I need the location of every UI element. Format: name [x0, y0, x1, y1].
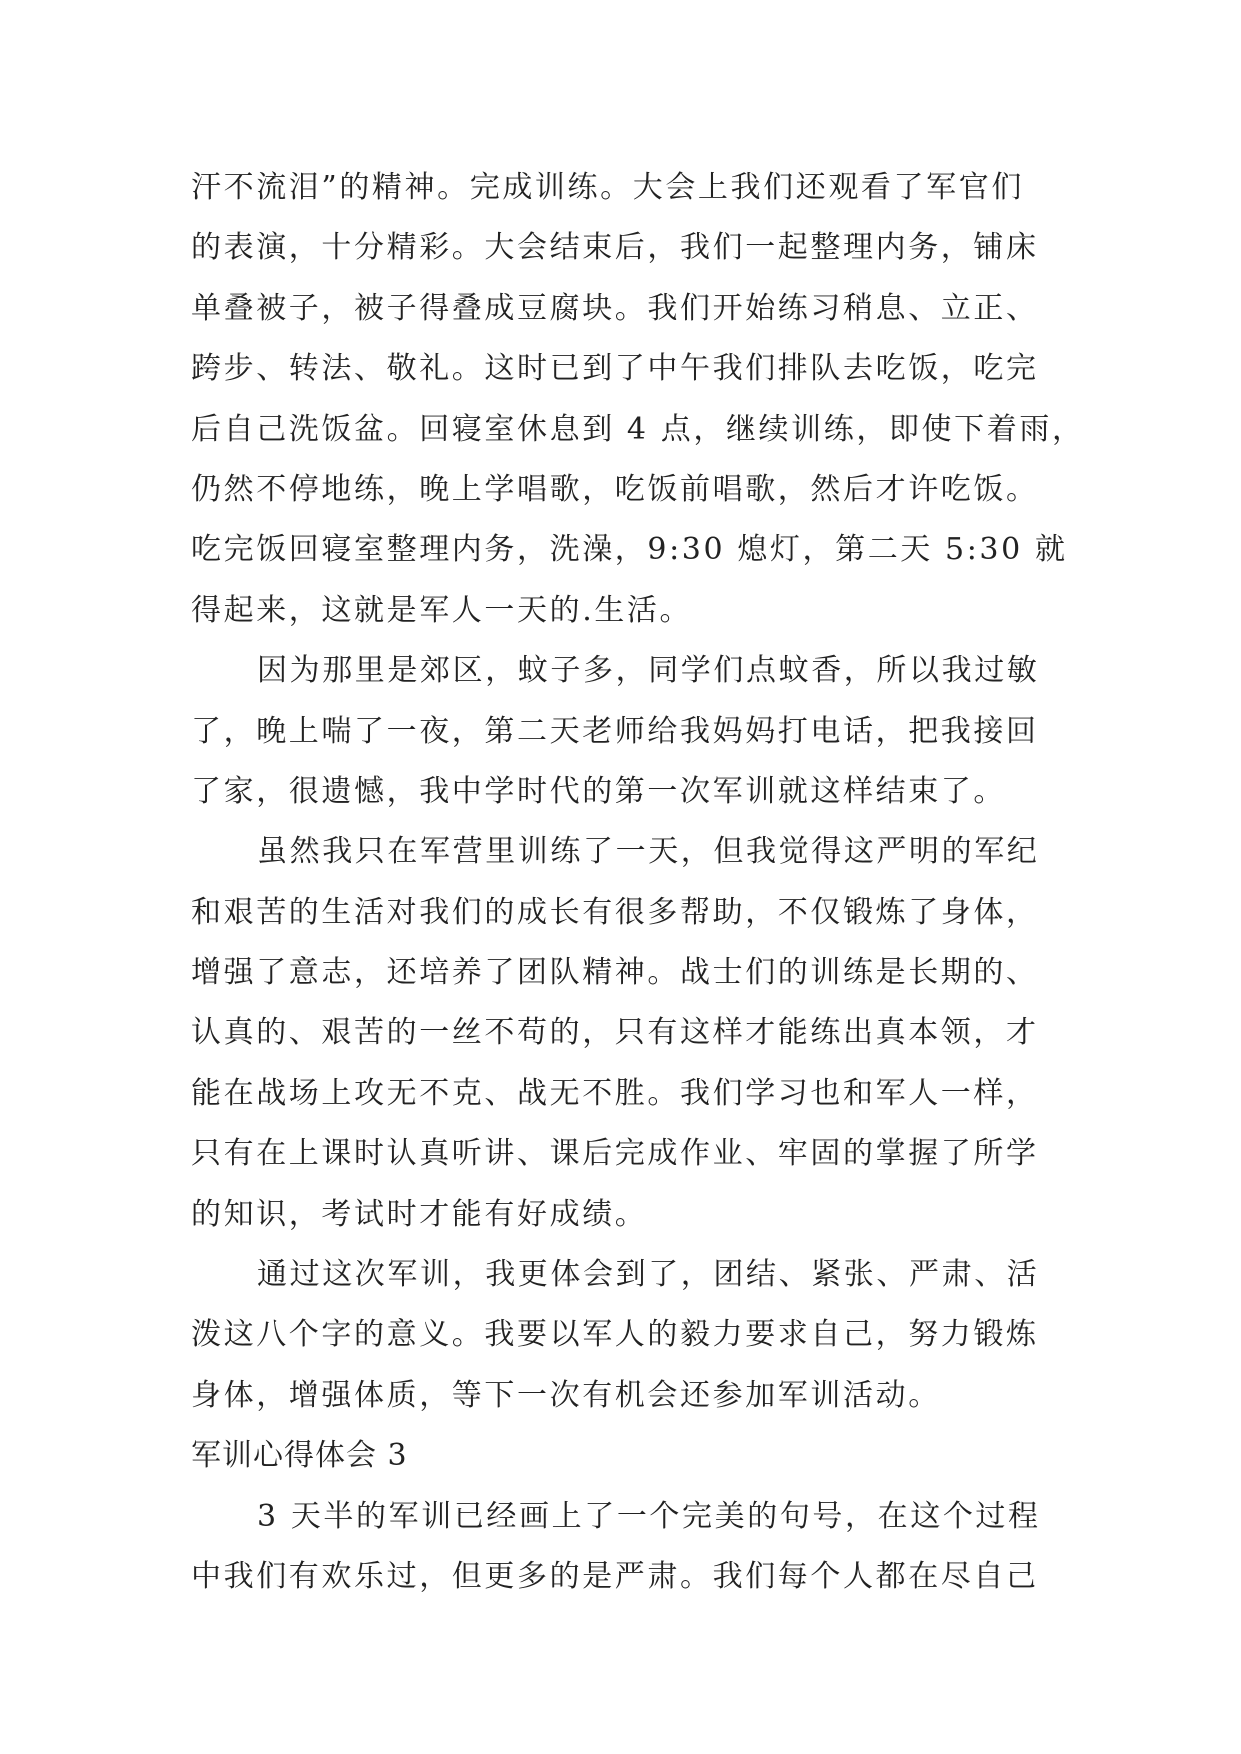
text-line: 后自己洗饭盆。回寝室休息到 4 点，继续训练，即使下着雨，: [191, 411, 1085, 447]
text-line: 仍然不停地练，晚上学唱歌，吃饭前唱歌，然后才许吃饭。: [191, 471, 1039, 507]
text-line: 了家，很遗憾，我中学时代的第一次军训就这样结束了。: [191, 773, 1006, 809]
text-line: 能在战场上攻无不克、战无不胜。我们学习也和军人一样，: [191, 1075, 1039, 1111]
text-line: 吃完饭回寝室整理内务，洗澡，9:30 熄灯，第二天 5:30 就: [191, 532, 1068, 568]
text-line: 了，晚上喘了一夜，第二天老师给我妈妈打电话，把我接回: [191, 713, 1039, 749]
text-line: 3 天半的军训已经画上了一个完美的句号，在这个过程: [257, 1498, 1041, 1534]
text-line: 单叠被子，被子得叠成豆腐块。我们开始练习稍息、立正、: [191, 290, 1039, 326]
text-line: 和艰苦的生活对我们的成长有很多帮助，不仅锻炼了身体，: [191, 894, 1039, 930]
text-line: 的表演，十分精彩。大会结束后，我们一起整理内务，铺床: [191, 230, 1039, 266]
document-body: [191, 158, 1085, 1607]
text-line: 通过这次军训，我更体会到了，团结、紧张、严肃、活: [257, 1257, 1040, 1293]
text-line: 汗不流泪”的精神。完成训练。大会上我们还观看了军官们: [191, 170, 1024, 205]
text-line: 泼这八个字的意义。我要以军人的毅力要求自己，努力锻炼: [191, 1317, 1039, 1353]
text-line: 虽然我只在军营里训练了一天，但我觉得这严明的军纪: [257, 834, 1040, 870]
text-line: 的知识，考试时才能有好成绩。: [191, 1196, 648, 1232]
text-line: 中我们有欢乐过，但更多的是严肃。我们每个人都在尽自己: [191, 1558, 1039, 1594]
text-line: 跨步、转法、敬礼。这时已到了中午我们排队去吃饭，吃完: [191, 351, 1039, 387]
text-line: 得起来，这就是军人一天的.生活。: [191, 592, 693, 628]
text-line: 因为那里是郊区，蚊子多，同学们点蚊香，所以我过敏: [257, 653, 1040, 689]
text-line: 认真的、艰苦的一丝不苟的，只有这样才能练出真本领，才: [191, 1015, 1039, 1051]
text-line: 只有在上课时认真听讲、课后完成作业、牢固的掌握了所学: [191, 1136, 1039, 1172]
text-line: 身体，增强体质，等下一次有机会还参加军训活动。: [191, 1377, 941, 1413]
text-line: 增强了意志，还培养了团队精神。战士们的训练是长期的、: [191, 955, 1039, 991]
section-heading: 军训心得体会 3: [191, 1438, 408, 1474]
